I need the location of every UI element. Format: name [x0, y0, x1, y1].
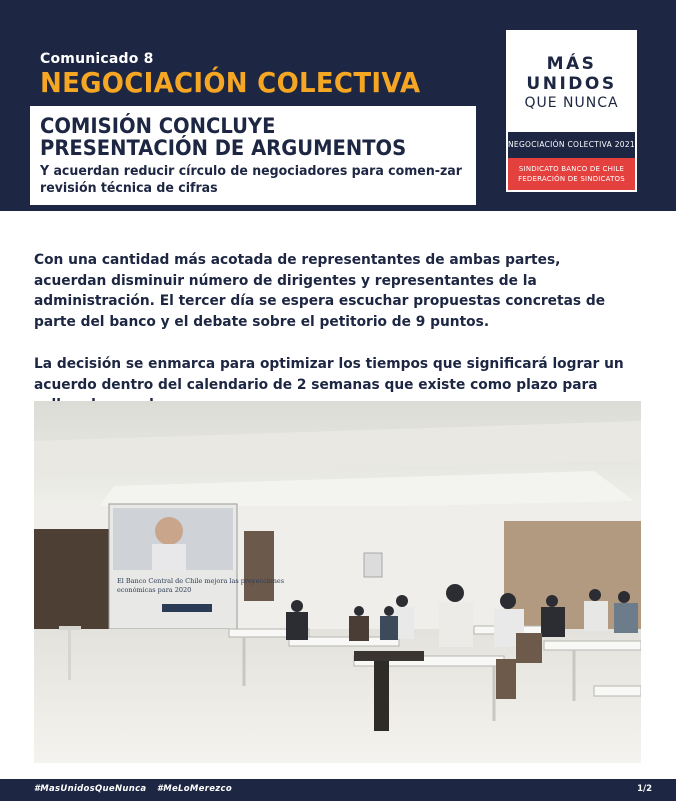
- headline-line-1: COMISIÓN CONCLUYE: [40, 114, 276, 138]
- subheadline: Y acuerdan reducir círculo de negociadores para comen-zar revisión técnica de cifras: [40, 163, 462, 196]
- page-number: 1/2: [637, 784, 652, 794]
- kicker-title: NEGOCIACIÓN COLECTIVA: [40, 66, 421, 99]
- body-paragraph-1: Con una cantidad más acotada de representantes de ambas partes, acuerdan disminuir número de dirigentes y representantes de la administración. El tercer día se espera escuchar propuestas concretas de parte del banco y el debate sobre el petitorio de 9 puntos.: [34, 252, 606, 330]
- header-banner: [0, 0, 676, 211]
- headline-line-2: PRESENTACIÓN DE ARGUMENTOS: [40, 136, 407, 160]
- svg-text:económicas para 2020: económicas para 2020: [117, 586, 192, 594]
- screen-slide-title: El Banco Central de Chile mejora las proyecciones: [117, 577, 285, 585]
- headline: [40, 115, 406, 159]
- footer-bar: [0, 779, 676, 801]
- hashtag-me-lo-merezco: #MeLoMerezco: [157, 784, 232, 794]
- body-paragraph-2: La decisión se enmarca para optimizar los tiempos que significará lograr un acuerdo dentro del calendario de 2 semanas que existe como plazo para: [34, 356, 624, 393]
- comunicado-label: Comunicado 8: [40, 51, 154, 67]
- meeting-photo: [34, 401, 641, 763]
- logo-organization: [508, 158, 635, 190]
- campaign-logo: [506, 30, 637, 192]
- logo-band: NEGOCIACIÓN COLECTIVA 2021: [508, 132, 635, 158]
- logo-org-1: SINDICATO BANCO DE CHILE: [518, 165, 625, 173]
- logo-line-1: MÁS: [546, 54, 597, 74]
- logo-slogan: [508, 32, 635, 132]
- headline-box: [30, 106, 476, 205]
- logo-org-2: FEDERACIÓN DE SINDICATOS: [518, 175, 625, 183]
- logo-line-2: UNIDOS: [526, 74, 617, 94]
- hashtag-mas-unidos: #MasUnidosQueNunca: [34, 784, 147, 794]
- logo-line-3: QUE NUNCA: [524, 95, 619, 111]
